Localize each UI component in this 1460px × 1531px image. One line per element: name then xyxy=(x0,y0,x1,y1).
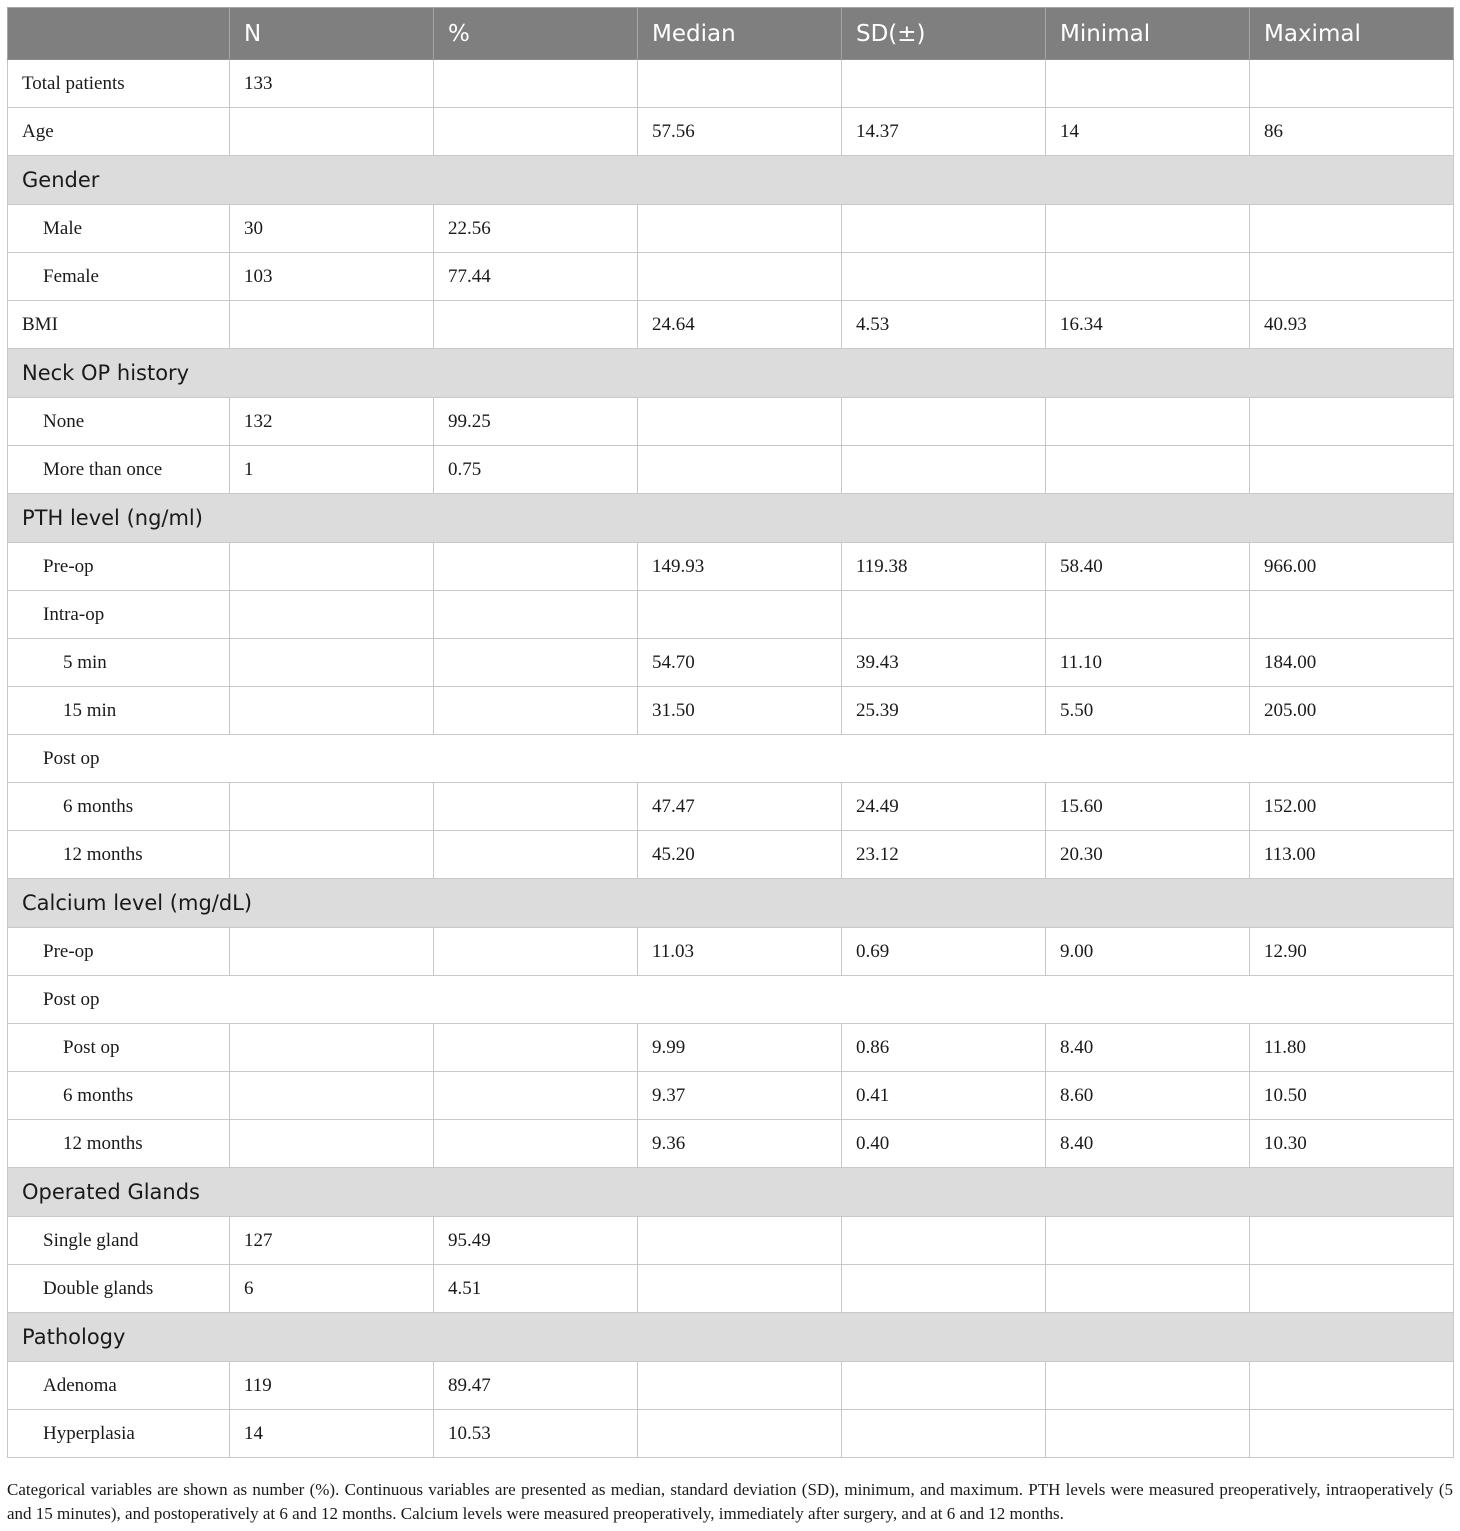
row-label: 5 min xyxy=(8,639,230,687)
cell-percent xyxy=(434,687,638,735)
cell-minimal xyxy=(1046,398,1250,446)
table-row xyxy=(8,1410,1454,1458)
row-label: Intra-op xyxy=(8,591,230,639)
table-row xyxy=(8,543,1454,591)
header-cell-sd: SD(±) xyxy=(842,8,1046,60)
cell-median: 45.20 xyxy=(638,831,842,879)
cell-percent xyxy=(434,928,638,976)
table-row xyxy=(8,1265,1454,1313)
row-label: 12 months xyxy=(8,1120,230,1168)
header-cell-median: Median xyxy=(638,8,842,60)
table-body xyxy=(8,60,1454,1458)
cell-maximal: 40.93 xyxy=(1250,301,1454,349)
cell-maximal xyxy=(1250,253,1454,301)
cell-median xyxy=(638,1217,842,1265)
table-row xyxy=(8,253,1454,301)
cell-median xyxy=(638,398,842,446)
cell-maximal xyxy=(1250,398,1454,446)
cell-maximal xyxy=(1250,591,1454,639)
section-label: Calcium level (mg/dL) xyxy=(8,879,1454,928)
table-header xyxy=(8,8,1454,60)
cell-n: 133 xyxy=(230,60,434,108)
table-row xyxy=(8,928,1454,976)
cell-n xyxy=(230,1120,434,1168)
row-label: None xyxy=(8,398,230,446)
header-cell-maximal: Maximal xyxy=(1250,8,1454,60)
header-cell-minimal: Minimal xyxy=(1046,8,1250,60)
cell-minimal: 16.34 xyxy=(1046,301,1250,349)
subgroup-row xyxy=(8,735,1454,783)
cell-n: 103 xyxy=(230,253,434,301)
row-label: Double glands xyxy=(8,1265,230,1313)
row-label: Adenoma xyxy=(8,1362,230,1410)
cell-percent xyxy=(434,783,638,831)
cell-median: 9.36 xyxy=(638,1120,842,1168)
cell-sd: 0.69 xyxy=(842,928,1046,976)
cell-n xyxy=(230,928,434,976)
cell-sd: 25.39 xyxy=(842,687,1046,735)
cell-n xyxy=(230,108,434,156)
cell-maximal: 86 xyxy=(1250,108,1454,156)
table-row xyxy=(8,1072,1454,1120)
cell-median xyxy=(638,1410,842,1458)
cell-minimal: 14 xyxy=(1046,108,1250,156)
cell-minimal: 15.60 xyxy=(1046,783,1250,831)
cell-percent: 10.53 xyxy=(434,1410,638,1458)
subgroup-label: Post op xyxy=(8,976,1454,1024)
row-label: More than once xyxy=(8,446,230,494)
cell-n xyxy=(230,591,434,639)
cell-maximal xyxy=(1250,1362,1454,1410)
cell-sd xyxy=(842,253,1046,301)
cell-median: 47.47 xyxy=(638,783,842,831)
cell-n: 119 xyxy=(230,1362,434,1410)
cell-sd xyxy=(842,1265,1046,1313)
cell-percent: 22.56 xyxy=(434,205,638,253)
cell-sd xyxy=(842,1217,1046,1265)
cell-maximal: 11.80 xyxy=(1250,1024,1454,1072)
cell-minimal xyxy=(1046,1217,1250,1265)
row-label: Hyperplasia xyxy=(8,1410,230,1458)
cell-minimal xyxy=(1046,253,1250,301)
cell-percent xyxy=(434,108,638,156)
row-label: Post op xyxy=(8,1024,230,1072)
cell-median: 11.03 xyxy=(638,928,842,976)
cell-minimal: 11.10 xyxy=(1046,639,1250,687)
header-cell-percent: % xyxy=(434,8,638,60)
row-label: Total patients xyxy=(8,60,230,108)
cell-maximal: 966.00 xyxy=(1250,543,1454,591)
section-header-row xyxy=(8,349,1454,398)
cell-percent xyxy=(434,591,638,639)
table-row xyxy=(8,639,1454,687)
table-row xyxy=(8,687,1454,735)
cell-percent xyxy=(434,1120,638,1168)
cell-sd: 39.43 xyxy=(842,639,1046,687)
table-row xyxy=(8,60,1454,108)
cell-sd: 119.38 xyxy=(842,543,1046,591)
table-row xyxy=(8,205,1454,253)
cell-n xyxy=(230,301,434,349)
cell-median: 31.50 xyxy=(638,687,842,735)
cell-minimal xyxy=(1046,1265,1250,1313)
subgroup-label: Post op xyxy=(8,735,1454,783)
table-row xyxy=(8,1120,1454,1168)
cell-sd: 0.40 xyxy=(842,1120,1046,1168)
table-row xyxy=(8,591,1454,639)
cell-minimal: 58.40 xyxy=(1046,543,1250,591)
row-label: 12 months xyxy=(8,831,230,879)
cell-sd xyxy=(842,591,1046,639)
cell-minimal: 8.40 xyxy=(1046,1024,1250,1072)
row-label: 15 min xyxy=(8,687,230,735)
cell-percent: 4.51 xyxy=(434,1265,638,1313)
cell-minimal: 9.00 xyxy=(1046,928,1250,976)
section-label: PTH level (ng/ml) xyxy=(8,494,1454,543)
row-label: BMI xyxy=(8,301,230,349)
cell-n: 30 xyxy=(230,205,434,253)
header-cell xyxy=(8,8,230,60)
cell-median xyxy=(638,446,842,494)
header-row xyxy=(8,8,1454,60)
cell-percent xyxy=(434,831,638,879)
cell-percent xyxy=(434,639,638,687)
section-label: Neck OP history xyxy=(8,349,1454,398)
cell-percent: 89.47 xyxy=(434,1362,638,1410)
cell-maximal xyxy=(1250,446,1454,494)
table-footnote: Categorical variables are shown as number (%). Continuous variables are presented as median, standard deviation (SD), minimum, and maximum. PTH levels were measured preoperatively, intraoperatively (5 and 15 minutes), and postoperatively at 6 and 12 months. Calcium levels were measured preoperatively, immediately after surgery, and at 6 and 12 months. xyxy=(7,1480,1453,1523)
cell-sd xyxy=(842,1362,1046,1410)
cell-median: 9.37 xyxy=(638,1072,842,1120)
table-row xyxy=(8,1217,1454,1265)
section-label: Pathology xyxy=(8,1313,1454,1362)
cell-n: 132 xyxy=(230,398,434,446)
cell-percent: 95.49 xyxy=(434,1217,638,1265)
cell-maximal: 12.90 xyxy=(1250,928,1454,976)
cell-n xyxy=(230,831,434,879)
section-header-row xyxy=(8,156,1454,205)
table-row xyxy=(8,1362,1454,1410)
cell-percent xyxy=(434,1072,638,1120)
cell-sd xyxy=(842,446,1046,494)
cell-minimal xyxy=(1046,60,1250,108)
cell-percent: 0.75 xyxy=(434,446,638,494)
cell-median xyxy=(638,253,842,301)
row-label: Pre-op xyxy=(8,543,230,591)
cell-median xyxy=(638,1265,842,1313)
section-header-row xyxy=(8,879,1454,928)
table-row xyxy=(8,301,1454,349)
cell-maximal xyxy=(1250,205,1454,253)
cell-maximal: 10.30 xyxy=(1250,1120,1454,1168)
table-row xyxy=(8,108,1454,156)
cell-minimal xyxy=(1046,591,1250,639)
cell-sd: 23.12 xyxy=(842,831,1046,879)
section-header-row xyxy=(8,1313,1454,1362)
cell-percent xyxy=(434,543,638,591)
row-label: Single gland xyxy=(8,1217,230,1265)
cell-n xyxy=(230,1024,434,1072)
cell-sd xyxy=(842,205,1046,253)
cell-minimal xyxy=(1046,205,1250,253)
row-label: 6 months xyxy=(8,1072,230,1120)
cell-maximal xyxy=(1250,60,1454,108)
cell-percent xyxy=(434,301,638,349)
row-label: Male xyxy=(8,205,230,253)
row-label: 6 months xyxy=(8,783,230,831)
cell-percent xyxy=(434,1024,638,1072)
cell-maximal: 184.00 xyxy=(1250,639,1454,687)
row-label: Female xyxy=(8,253,230,301)
cell-minimal: 5.50 xyxy=(1046,687,1250,735)
cell-minimal: 8.40 xyxy=(1046,1120,1250,1168)
cell-maximal xyxy=(1250,1217,1454,1265)
row-label: Age xyxy=(8,108,230,156)
table-row xyxy=(8,398,1454,446)
cell-median: 9.99 xyxy=(638,1024,842,1072)
cell-percent xyxy=(434,60,638,108)
cell-median xyxy=(638,60,842,108)
cell-minimal: 20.30 xyxy=(1046,831,1250,879)
header-cell-n: N xyxy=(230,8,434,60)
cell-minimal xyxy=(1046,1362,1250,1410)
section-label: Gender xyxy=(8,156,1454,205)
cell-n xyxy=(230,783,434,831)
cell-sd: 14.37 xyxy=(842,108,1046,156)
table-row xyxy=(8,831,1454,879)
patient-characteristics-table xyxy=(7,7,1454,1458)
cell-maximal: 205.00 xyxy=(1250,687,1454,735)
cell-maximal: 152.00 xyxy=(1250,783,1454,831)
cell-n xyxy=(230,687,434,735)
cell-sd: 0.41 xyxy=(842,1072,1046,1120)
cell-median xyxy=(638,591,842,639)
section-label: Operated Glands xyxy=(8,1168,1454,1217)
section-header-row xyxy=(8,1168,1454,1217)
cell-sd: 0.86 xyxy=(842,1024,1046,1072)
table-row xyxy=(8,1024,1454,1072)
cell-median: 57.56 xyxy=(638,108,842,156)
cell-n xyxy=(230,639,434,687)
table-row xyxy=(8,446,1454,494)
cell-minimal xyxy=(1046,446,1250,494)
cell-median xyxy=(638,1362,842,1410)
cell-n xyxy=(230,543,434,591)
cell-n: 6 xyxy=(230,1265,434,1313)
cell-maximal xyxy=(1250,1265,1454,1313)
cell-maximal: 113.00 xyxy=(1250,831,1454,879)
table-container xyxy=(7,7,1453,1458)
cell-percent: 99.25 xyxy=(434,398,638,446)
cell-n: 14 xyxy=(230,1410,434,1458)
cell-maximal: 10.50 xyxy=(1250,1072,1454,1120)
cell-sd xyxy=(842,1410,1046,1458)
cell-percent: 77.44 xyxy=(434,253,638,301)
section-header-row xyxy=(8,494,1454,543)
cell-minimal xyxy=(1046,1410,1250,1458)
cell-median: 54.70 xyxy=(638,639,842,687)
cell-minimal: 8.60 xyxy=(1046,1072,1250,1120)
row-label: Pre-op xyxy=(8,928,230,976)
cell-maximal xyxy=(1250,1410,1454,1458)
cell-sd xyxy=(842,60,1046,108)
cell-sd: 24.49 xyxy=(842,783,1046,831)
cell-n xyxy=(230,1072,434,1120)
cell-n: 127 xyxy=(230,1217,434,1265)
cell-median: 149.93 xyxy=(638,543,842,591)
table-row xyxy=(8,783,1454,831)
cell-sd xyxy=(842,398,1046,446)
cell-n: 1 xyxy=(230,446,434,494)
cell-sd: 4.53 xyxy=(842,301,1046,349)
subgroup-row xyxy=(8,976,1454,1024)
cell-median xyxy=(638,205,842,253)
cell-median: 24.64 xyxy=(638,301,842,349)
